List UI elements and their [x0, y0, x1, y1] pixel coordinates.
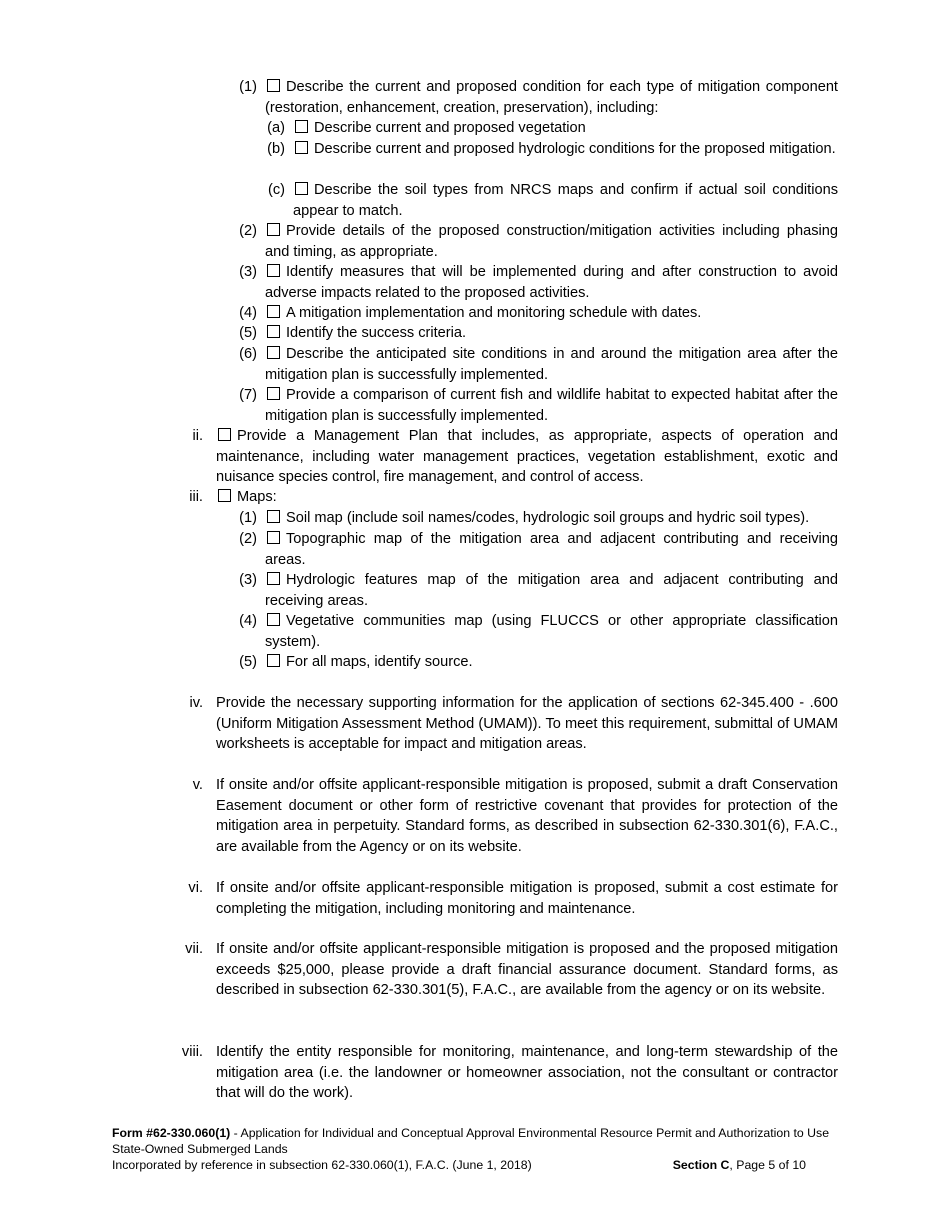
item-label: (1) — [239, 510, 257, 526]
checkbox[interactable] — [267, 325, 280, 338]
checklist-item: Describe current and proposed vegetation — [293, 118, 838, 139]
checkbox[interactable] — [295, 141, 308, 154]
item-label: vii. — [185, 941, 203, 957]
checklist-item: Hydrologic features map of the mitigation area and adjacent contributing and receiving areas. — [265, 572, 838, 609]
checkbox[interactable] — [295, 120, 308, 133]
item-label: (6) — [239, 346, 257, 362]
paragraph-item: Provide the necessary supporting information for the application of sections 62-345.400 - .600 (Uniform Mitigation Assessment Method (UMAM)). To meet this requirement, submittal of UMAM worksheets is acceptable for impact and mitigation areas. — [216, 695, 838, 752]
page-footer — [112, 1125, 839, 1173]
checklist-item: Identify measures that will be implemented during and after construction to avoid adverse impacts related to the proposed activities. — [265, 264, 838, 301]
checkbox[interactable] — [267, 305, 280, 318]
checkbox[interactable] — [295, 182, 308, 195]
footer-form-line — [112, 1125, 839, 1157]
page-number: , Page 5 of 10 — [729, 1158, 806, 1172]
checkbox[interactable] — [267, 223, 280, 236]
item-label: (3) — [239, 264, 257, 280]
checklist-item: Topographic map of the mitigation area and adjacent contributing and receiving areas. — [265, 531, 838, 568]
item-label: vi. — [188, 880, 203, 896]
item-label: (c) — [267, 182, 285, 198]
checkbox[interactable] — [267, 79, 280, 92]
item-label: (3) — [239, 572, 257, 588]
item-label: viii. — [181, 1044, 203, 1060]
item-label: (1) — [239, 79, 257, 95]
checkbox[interactable] — [267, 346, 280, 359]
paragraph-item: If onsite and/or offsite applicant-responsible mitigation is proposed and the proposed mitigation exceeds $25,000, please provide a draft financial assurance document. Standard forms, as described in subsection 62-330.301(5), F.A.C., are available from the agency or on its website. — [216, 941, 838, 998]
checkbox[interactable] — [267, 264, 280, 277]
section-label: Section C — [672, 1158, 730, 1172]
item-label: (a) — [267, 120, 285, 136]
item-label: v. — [192, 777, 203, 793]
checkbox[interactable] — [267, 387, 280, 400]
checklist-item: Provide a Management Plan that includes, as appropriate, aspects of operation and maintenance, including water management practices, vegetation establishment, exotic and nuisance species control, fire management, and control of access. — [216, 428, 838, 485]
paragraph-item: If onsite and/or offsite applicant-responsible mitigation is proposed, submit a cost estimate for completing the mitigation, including monitoring and maintenance. — [216, 880, 838, 917]
checklist-item: Maps: — [216, 487, 838, 508]
paragraph-item: If onsite and/or offsite applicant-responsible mitigation is proposed, submit a draft Conservation Easement document or other form of restrictive covenant that provides for protection of the mitigation area in perpetuity. Standard forms, as described in subsection 62-330.301(6), F.A.C., are available from the Agency or on its website. — [216, 777, 838, 855]
item-label: (b) — [267, 141, 285, 157]
item-label: (2) — [239, 531, 257, 547]
checklist-item: Identify the success criteria. — [265, 323, 838, 344]
checkbox[interactable] — [267, 613, 280, 626]
paragraph-item: Identify the entity responsible for monitoring, maintenance, and long-term stewardship of the mitigation area (i.e. the landowner or homeowner association, not the consultant or contractor that will do the work). — [216, 1044, 838, 1101]
item-label: (4) — [239, 305, 257, 321]
item-label: (5) — [239, 325, 257, 341]
incorporated-reference: Incorporated by reference in subsection 62-330.060(1), F.A.C. (June 1, 2018) — [112, 1158, 532, 1172]
page-indicator — [673, 1157, 839, 1173]
checklist-item: Provide a comparison of current fish and wildlife habitat to expected habitat after the mitigation plan is successfully implemented. — [265, 387, 838, 424]
checklist-item: Describe current and proposed hydrologic conditions for the proposed mitigation. — [293, 139, 838, 160]
footer-bottom-row — [112, 1157, 839, 1173]
form-number: Form #62-330.060(1) — [112, 1126, 231, 1140]
checkbox[interactable] — [267, 510, 280, 523]
checklist-item: A mitigation implementation and monitoring schedule with dates. — [265, 303, 838, 324]
checklist-item: Describe the current and proposed condition for each type of mitigation component (restoration, enhancement, creation, preservation), including: — [265, 79, 838, 116]
form-title: - Application for Individual and Conceptual Approval Environmental Resource Permit and Authorization to Use State-Owned Submerged Lands — [112, 1126, 830, 1156]
checklist-item: Describe the anticipated site conditions in and around the mitigation area after the mitigation plan is successfully implemented. — [265, 346, 838, 383]
checkbox[interactable] — [218, 489, 231, 502]
checkbox[interactable] — [267, 572, 280, 585]
checklist-item: For all maps, identify source. — [265, 652, 838, 673]
checkbox[interactable] — [267, 531, 280, 544]
item-label: (2) — [239, 223, 257, 239]
item-label: (4) — [239, 613, 257, 629]
checklist-item: Vegetative communities map (using FLUCCS or other appropriate classification system). — [265, 613, 838, 650]
checklist-item: Describe the soil types from NRCS maps and confirm if actual soil conditions appear to match. — [293, 182, 838, 219]
checklist-item: Soil map (include soil names/codes, hydrologic soil groups and hydric soil types). — [265, 508, 838, 529]
checklist-item: Provide details of the proposed construction/mitigation activities including phasing and timing, as appropriate. — [265, 223, 838, 260]
item-label: (7) — [239, 387, 257, 403]
item-label: iii. — [189, 489, 203, 505]
item-label: iv. — [189, 695, 203, 711]
checkbox[interactable] — [218, 428, 231, 441]
item-label: (5) — [239, 654, 257, 670]
item-label: ii. — [192, 428, 203, 444]
checkbox[interactable] — [267, 654, 280, 667]
